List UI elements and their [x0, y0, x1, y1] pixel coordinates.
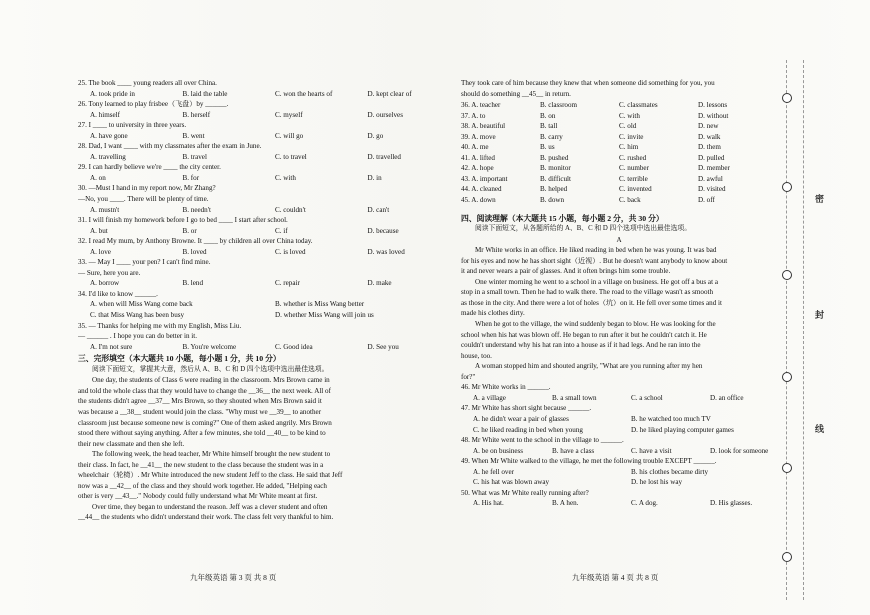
answer-option: B. down [540, 196, 565, 205]
answer-option: D. an office [710, 393, 744, 402]
answer-option: B. helped [540, 185, 568, 194]
options-row [78, 247, 448, 258]
options-row [78, 205, 448, 216]
passage-line: One day, the students of Class 6 were reading in the classroom. Mrs Brown came in [92, 376, 330, 385]
binding-hole [782, 270, 792, 280]
options-row [461, 174, 777, 185]
answer-option: D. go [367, 131, 384, 140]
question-stem: 50. What was Mr White really running after? [461, 488, 589, 497]
passage-line: made his clothes dirty. [461, 309, 525, 318]
answer-option: 38. A. beautiful [461, 122, 506, 131]
answer-option: D. off [698, 196, 715, 205]
passage-line: stop in a small town. Then he had to walk there. The road to the village wasn't as smooth [461, 288, 714, 297]
passage-line: it and never wears a pair of glasses. And it often brings him some trouble. [461, 267, 671, 276]
answer-option: 40. A. me [461, 143, 489, 152]
answer-option: A. when will Miss Wang come back [90, 300, 193, 309]
answer-option: 37. A. to [461, 111, 486, 120]
answer-option: C. will go [275, 131, 304, 140]
answer-option: C. have a visit [631, 446, 672, 455]
answer-option: D. he liked playing computer games [631, 425, 734, 434]
passage-line: Mr White works in an office. He liked reading in bed when he was young. It was bad [475, 246, 717, 255]
answer-option: B. us [540, 143, 555, 152]
answer-option: D. them [698, 143, 721, 152]
answer-option: A. mustn't [90, 205, 120, 214]
answer-option: C. he liked reading in bed when young [473, 425, 583, 434]
answer-option: B. or [182, 226, 197, 235]
options-row [78, 152, 448, 163]
options-row [461, 195, 777, 206]
answer-option: B. classroom [540, 101, 578, 110]
binding-char: 封 [815, 310, 825, 320]
answer-option: D. make [367, 279, 392, 288]
answer-option: A. but [90, 226, 108, 235]
answer-option: C. him [619, 143, 639, 152]
answer-option: C. that Miss Wang has been busy [90, 311, 185, 320]
answer-option: B. for [182, 173, 200, 182]
options-row [78, 173, 448, 184]
options-row [461, 393, 777, 404]
answer-option: C. terrible [619, 174, 648, 183]
answer-option: B. You're welcome [182, 342, 237, 351]
answer-option: B. monitor [540, 164, 571, 173]
answer-option: C. his hat was blown away [473, 478, 550, 487]
left-page-footer: 九年级英语 第 3 页 共 8 页 [190, 573, 277, 582]
binding-hole [782, 372, 792, 382]
passage-line: stood there without saying anything. After a few minutes, she told __40__ to be kind to [78, 429, 326, 438]
answer-option: C. invite [619, 132, 644, 141]
left-page [78, 78, 448, 523]
answer-option: C. repair [275, 279, 300, 288]
options-row [461, 498, 777, 509]
right-page [461, 78, 777, 509]
passage-label: A [616, 235, 622, 244]
answer-option: B. difficult [540, 174, 572, 183]
options-row [461, 467, 777, 488]
answer-option: D. whether Miss Wang will join us [275, 311, 374, 320]
options-row [78, 342, 448, 353]
passage-line: house, too. [461, 351, 492, 360]
options-row [461, 414, 777, 435]
answer-option: A. I'm not sure [90, 342, 133, 351]
section-title: 三、完形填空（本大题共 10 小题，每小题 1 分，共 10 分） [78, 354, 281, 364]
answer-option: B. on [540, 111, 556, 120]
options-row [78, 110, 448, 121]
answer-option: B. a small town [552, 393, 597, 402]
answer-option: C. back [619, 196, 641, 205]
answer-option: D. walk [698, 132, 721, 141]
options-row [461, 132, 777, 143]
answer-option: B. travel [182, 152, 207, 161]
binding-char: 线 [815, 424, 825, 434]
answer-option: B. needn't [182, 205, 211, 214]
question-stem: 27. I ____ to university in three years. [78, 121, 187, 130]
right-page-footer: 九年级英语 第 4 页 共 8 页 [572, 573, 659, 582]
answer-option: B. have a class [552, 446, 595, 455]
passage-line: wheelchair（轮椅）. Mr White introduced the new student Jeff to the class. He said that Jeff [78, 471, 343, 480]
question-stem: 49. When Mr White walked to the village, he met the following trouble EXCEPT ______. [461, 457, 717, 466]
answer-option: 45. A. down [461, 196, 496, 205]
answer-option: D. in [367, 173, 382, 182]
answer-option: B. went [182, 131, 205, 140]
answer-option: B. loved [182, 247, 207, 256]
answer-option: A. a village [473, 393, 506, 402]
answer-option: D. awful [698, 174, 723, 183]
question-stem: 33. — May I ____ your pen? I can't find mine. [78, 258, 211, 267]
binding-char: 密 [815, 194, 825, 204]
passage-line: They took care of him because they knew that when someone did something for you, you [461, 79, 715, 87]
answer-option: A. himself [90, 110, 120, 119]
options-row [461, 163, 777, 174]
passage-line: Over time, they began to understand the reason. Jeff was a clever student and often [92, 502, 328, 511]
answer-option: C. old [619, 122, 637, 131]
options-row [461, 446, 777, 457]
question-stem: 47. Mr White has short sight because ______. [461, 404, 592, 413]
answer-option: B. laid the table [182, 89, 228, 98]
answer-option: C. won the hearts of [275, 89, 333, 98]
answer-option: A. borrow [90, 279, 120, 288]
options-row [461, 142, 777, 153]
answer-option: B. his clothes became dirty [631, 467, 709, 476]
binding-hole [782, 93, 792, 103]
answer-option: C. Good idea [275, 342, 313, 351]
answer-option: D. visited [698, 185, 726, 194]
passage-line: __44__ the students who didn't understand their work. The class felt very thankful to him. [78, 513, 334, 522]
binding-hole [782, 182, 792, 192]
passage-line: When he got to the village, the wind suddenly began to blow. He was looking for the [475, 320, 716, 329]
passage-line: for his eyes and now he has short sight（近视）. But he doesn't want anybody to know about [461, 256, 728, 265]
passage-line: couldn't understand why his hat ran into a house as if it had legs. And he ran into the [461, 341, 701, 350]
answer-option: B. he watched too much TV [631, 414, 711, 423]
options-row [461, 153, 777, 164]
answer-option: B. lend [182, 279, 203, 288]
passage-line: as those in the city. And there were a lot of holes（坑）on it. He fell over some times and it [461, 298, 722, 307]
answer-option: B. carry [540, 132, 563, 141]
question-stem: 31. I will finish my homework before I go to bed ____ I start after school. [78, 216, 288, 225]
question-stem: 46. Mr White works in ______. [461, 383, 551, 392]
options-row [78, 226, 448, 237]
passage-line: other is very __43__." Nobody could fully understand what Mr White meant at first. [78, 492, 318, 501]
answer-option: D. member [698, 164, 730, 173]
answer-option: B. herself [182, 110, 211, 119]
question-stem-line2: —No, you ____. There will be plenty of time. [78, 195, 209, 204]
answer-option: D. without [698, 111, 729, 120]
binding-hole [782, 552, 792, 562]
answer-option: C. classmates [619, 101, 658, 110]
answer-option: 41. A. lifted [461, 153, 495, 162]
answer-option: 42. A. hope [461, 164, 494, 173]
cloze-options-table [461, 100, 777, 205]
answer-option: C. to travel [275, 152, 307, 161]
answer-option: 36. A. teacher [461, 101, 501, 110]
answer-option: B. A hen. [552, 499, 579, 508]
answer-option: C. A dog. [631, 499, 658, 508]
answer-option: C. rushed [619, 153, 647, 162]
question-stem: 35. — Thanks for helping me with my English, Miss Liu. [78, 321, 242, 330]
answer-option: D. pulled [698, 153, 725, 162]
answer-option: D. was loved [367, 247, 405, 256]
answer-option: D. lessons [698, 101, 728, 110]
question-stem: 30. —Must I hand in my report now, Mr Zhang? [78, 184, 216, 193]
options-row [78, 299, 448, 320]
answer-option: 43. A. important [461, 174, 508, 183]
binding-margin [786, 60, 804, 600]
answer-option: D. because [367, 226, 399, 235]
passage-line: school when his hat was blown off. He began to run after it but he couldn't catch it. He [461, 330, 707, 339]
question-stem-line2: — Sure, here you are. [78, 268, 141, 277]
answer-option: D. ourselves [367, 110, 403, 119]
passage-line: One winter morning he went to a school in a village on business. He got off a bus at a [475, 277, 718, 286]
section-instructions: 阅读下面短文，从各题所给的 A、B、C 和 D 四个选项中选出最佳选项。 [475, 225, 691, 233]
options-row [461, 111, 777, 122]
answer-option: A. he didn't wear a pair of glasses [473, 414, 569, 423]
options-row [78, 131, 448, 142]
answer-option: C. number [619, 164, 649, 173]
passage-line: A woman stopped him and shouted angrily, "What are you running after my hen [475, 362, 703, 371]
answer-option: A. be on business [473, 446, 524, 455]
question-stem: 28. Dad, I want ____ with my classmates after the exam in June. [78, 142, 262, 151]
passage-line: the students didn't agree __37__ Mrs Brown, so they shouted when Mrs Brown said it [78, 397, 322, 406]
passage-line: should do something __45__ in return. [461, 89, 571, 98]
passage-line: classroom just because someone new is coming?" One of them asked angrily. Mrs Brown [78, 418, 332, 427]
answer-option: C. invented [619, 185, 652, 194]
answer-option: D. travelled [367, 152, 401, 161]
answer-option: 44. A. cleaned [461, 185, 502, 194]
answer-option: B. tall [540, 122, 558, 131]
passage-line: their new classmate and then she left. [78, 439, 185, 448]
passage-line: for?" [461, 372, 476, 381]
answer-option: A. he fell over [473, 467, 514, 476]
section-title: 四、阅读理解（本大题共 15 小题，每小题 2 分，共 30 分） [461, 213, 664, 223]
question-stem: 48. Mr White went to the school in the village to ______. [461, 436, 624, 445]
options-row [461, 121, 777, 132]
answer-option: C. couldn't [275, 205, 306, 214]
answer-option: C. with [275, 173, 296, 182]
answer-option: D. can't [367, 205, 390, 214]
answer-option: 39. A. move [461, 132, 496, 141]
options-row [461, 184, 777, 195]
answer-option: A. love [90, 247, 111, 256]
passage-line: and told the whole class that they would have to change the __36__ the next week. All of [78, 386, 331, 395]
answer-option: A. took pride in [90, 89, 135, 98]
answer-option: D. new [698, 122, 719, 131]
answer-option: A. have gone [90, 131, 128, 140]
answer-option: A. on [90, 173, 106, 182]
answer-option: A. His hat. [473, 499, 504, 508]
passage-line: now was a __42__ of the class and they should work together. He added, "Helping each [78, 481, 327, 490]
answer-option: C. a school [631, 393, 663, 402]
answer-option: A. travelling [90, 152, 126, 161]
question-stem: 32. I read My mum, by Anthony Browne. It ____ by children all over China today. [78, 237, 313, 246]
answer-option: C. if [275, 226, 288, 235]
options-row [78, 278, 448, 289]
question-stem: 29. I can hardly believe we're ____ the city center. [78, 163, 221, 172]
answer-option: D. See you [367, 342, 399, 351]
passage-line: was because a __38__ student would join the class. "Why must we __39__ to another [78, 407, 322, 416]
answer-option: D. he lost his way [631, 478, 683, 487]
passage-line: The following week, the head teacher, Mr White himself brought the new student to [92, 450, 331, 459]
answer-option: C. with [619, 111, 640, 120]
answer-option: D. look for someone [710, 446, 769, 455]
question-stem: 34. I'd like to know ______. [78, 289, 158, 298]
answer-option: B. pushed [540, 153, 569, 162]
answer-option: C. myself [275, 110, 303, 119]
answer-option: D. His glasses. [710, 499, 753, 508]
options-row [461, 100, 777, 111]
options-row [78, 89, 448, 100]
question-stem: 25. The book ____ young readers all over China. [78, 79, 217, 87]
question-stem-line2: — ______ . I hope you can do better in it. [78, 332, 197, 341]
binding-hole [782, 463, 792, 473]
section-instructions: 阅读下面短文，掌握其大意，然后从 A、B、C 和 D 四个选项中选出最佳选项。 [92, 365, 329, 373]
question-stem: 26. Tony learned to play frisbee（飞盘）by ______. [78, 100, 229, 109]
answer-option: B. whether is Miss Wang better [275, 300, 365, 309]
answer-option: C. is loved [275, 247, 306, 256]
answer-option: D. kept clear of [367, 89, 412, 98]
passage-line: their class. In fact, he __41__ the new student to the class because the student was in a [78, 460, 324, 469]
